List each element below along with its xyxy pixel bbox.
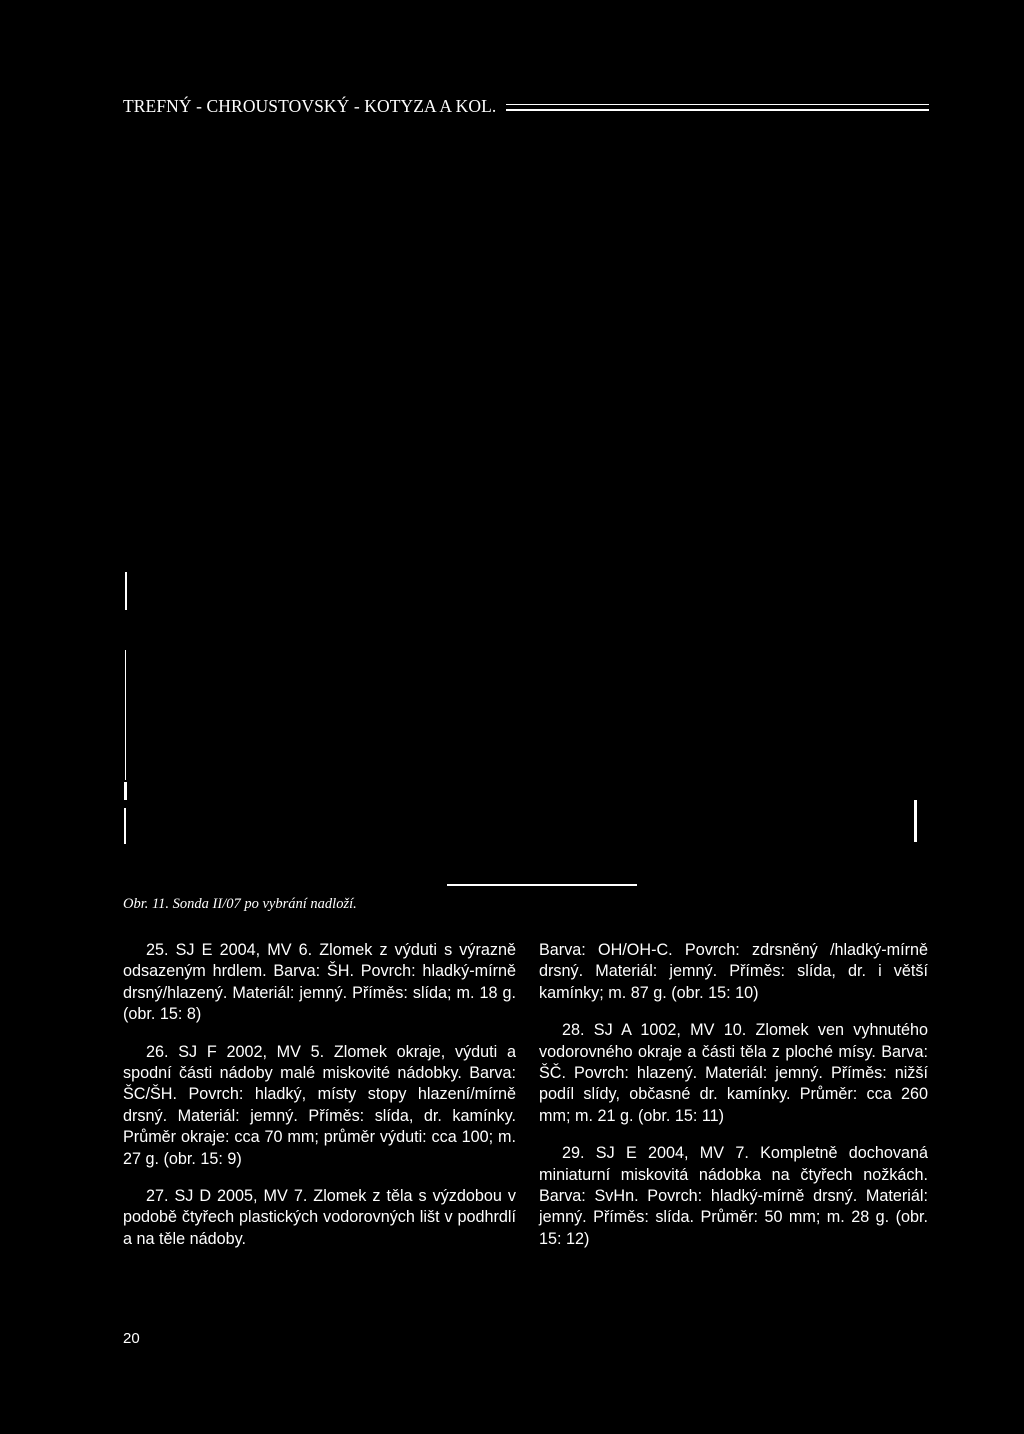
catalog-entry-27-continued: Barva: OH/OH-C. Povrch: zdrsněný /hladký-mírně drsný. Materiál: jemný. Příměs: slída, dr. i větší kamínky; m. 87 g. (obr. 15: 10) bbox=[539, 941, 928, 1002]
catalog-entry-28: 28. SJ A 1002, MV 10. Zlomek ven vyhnutého vodorovného okraje a části těla z ploché mísy. Barva: ŠČ. Povrch: hlazený. Materiál: jemný. Příměs: nižší podíl slídy, občasné dr. kamínky. Průměr: cca 260 mm; m. 21 g. (obr. 15: 11) bbox=[539, 1021, 928, 1125]
figure-caption: Obr. 11. Sonda II/07 po vybrání nadloží. bbox=[123, 896, 357, 912]
figure-photo bbox=[123, 140, 923, 885]
running-header bbox=[123, 94, 929, 118]
right-text-column bbox=[539, 940, 928, 1266]
photo-edge-mark bbox=[447, 884, 637, 886]
catalog-entry-29: 29. SJ E 2004, MV 7. Kompletně dochovaná miniaturní miskovitá nádobka na čtyřech nožkách. Barva: SvHn. Povrch: hladký-mírně drsný. Materiál: jemný. Příměs: slída. Průměr: 50 mm; m. 28 g. (obr. 15: 12) bbox=[539, 1144, 928, 1248]
catalog-entry-25: 25. SJ E 2004, MV 6. Zlomek z výduti s výrazně odsazeným hrdlem. Barva: ŠH. Povrch: hladký-mírně drsný/hlazený. Materiál: jemný. Příměs: slída; m. 18 g. (obr. 15: 8) bbox=[123, 941, 516, 1024]
photo-edge-mark bbox=[914, 800, 917, 842]
photo-edge-mark bbox=[124, 808, 126, 844]
header-title: TREFNÝ - CHROUSTOVSKÝ - KOTYZA A KOL. bbox=[123, 96, 497, 116]
photo-edge-mark bbox=[124, 782, 127, 800]
photo-edge-mark bbox=[125, 650, 126, 780]
page-number: 20 bbox=[123, 1330, 140, 1347]
left-text-column bbox=[123, 940, 516, 1266]
catalog-entry-27: 27. SJ D 2005, MV 7. Zlomek z těla s výzdobou v podobě čtyřech plastických vodorovných lišt v podhrdlí a na těle nádoby. bbox=[123, 1187, 516, 1248]
photo-edge-mark bbox=[125, 572, 127, 610]
header-rule bbox=[506, 104, 929, 111]
catalog-entry-26: 26. SJ F 2002, MV 5. Zlomek okraje, výduti a spodní části nádoby malé miskovité nádobky. Barva: ŠC/ŠH. Povrch: hladký, místy stopy hlazení/mírně drsný. Materiál: jemný. Příměs: slída, dr. kamínky. Průměr okraje: cca 70 mm; průměr výduti: cca 100; m. 27 g. (obr. 15: 9) bbox=[123, 1042, 516, 1168]
